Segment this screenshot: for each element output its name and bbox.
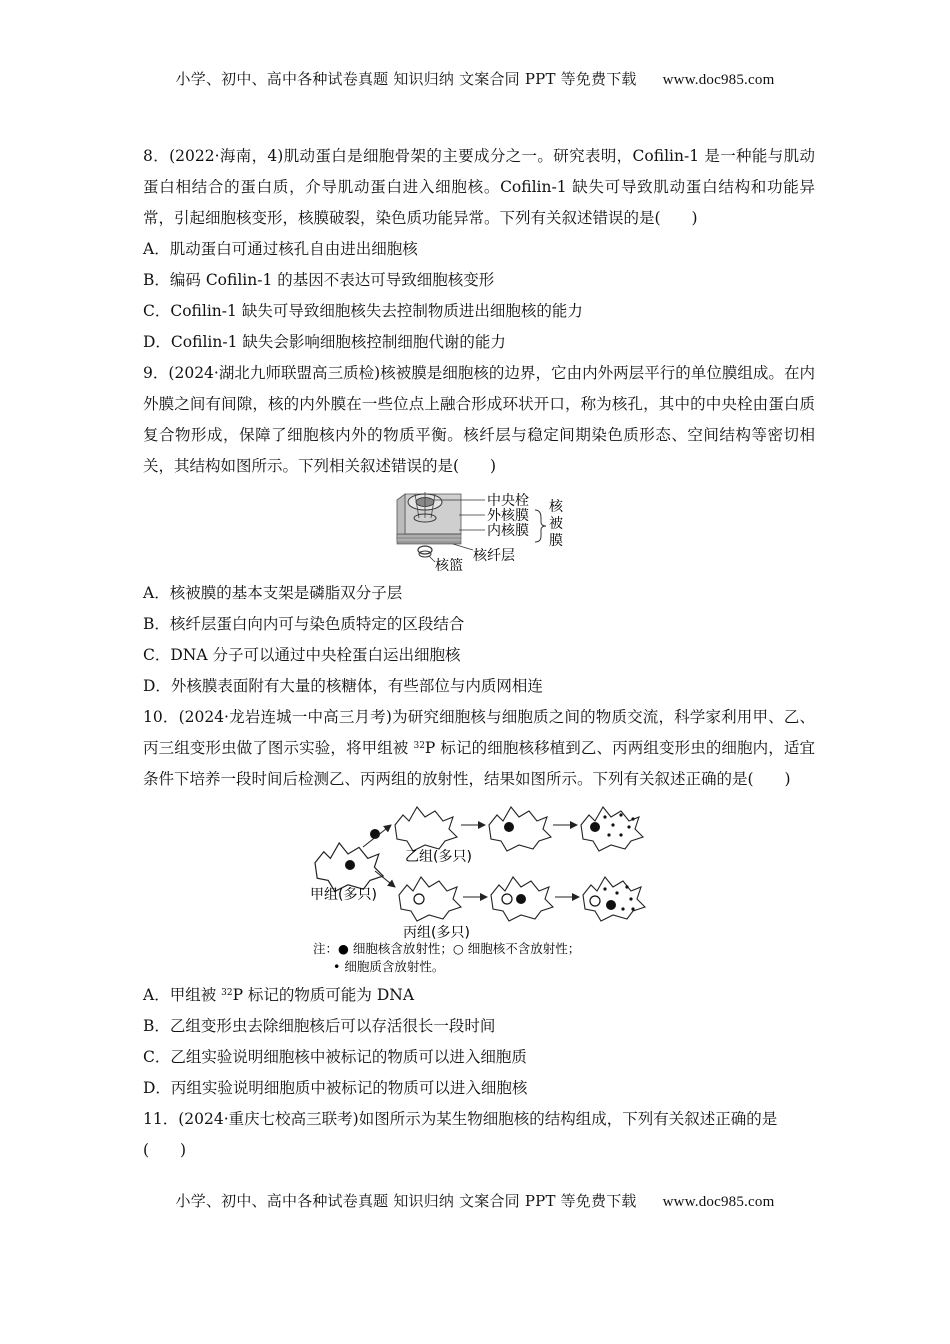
amoeba-experiment-figure bbox=[143, 801, 815, 976]
question-11-stem: 11．(2024·重庆七校高三联考)如图所示为某生物细胞核的结构组成，下列有关叙述正确的是 bbox=[143, 1110, 778, 1128]
amoeba-experiment-diagram bbox=[143, 801, 815, 976]
footer-url[interactable]: www.doc985.com bbox=[662, 1194, 775, 1210]
question-10-option-a-post: P 标记的物质可能为 DNA bbox=[232, 986, 415, 1004]
question-11 bbox=[143, 1104, 815, 1166]
question-9-option-b: B．核纤层蛋白向内可与染色质特定的区段结合 bbox=[143, 615, 465, 633]
brace-label-1: 核 bbox=[549, 499, 563, 515]
label-outer-membrane: 外核膜 bbox=[487, 508, 529, 524]
question-10-option-d: D．丙组实验说明细胞质中被标记的物质可以进入细胞核 bbox=[143, 1079, 528, 1097]
question-8 bbox=[143, 141, 815, 358]
label-group-a: 甲组(多只) bbox=[310, 887, 377, 903]
header-text: 小学、初中、高中各种试卷真题 知识归纳 文案合同 PPT 等免费下载 bbox=[175, 70, 637, 88]
label-nuclear-basket: 核篮 bbox=[435, 558, 463, 574]
isotope-superscript: 32 bbox=[413, 741, 425, 751]
question-10 bbox=[143, 702, 815, 1104]
brace-label-3: 膜 bbox=[549, 533, 563, 549]
question-8-stem: 8．(2022·海南，4)肌动蛋白是细胞骨架的主要成分之一。研究表明，Cofilin-1 是一种能与肌动蛋白相结合的蛋白质，介导肌动蛋白进入细胞核。Cofilin-1 缺失可导致肌动蛋白结构和功能异常，引起细胞核变形，核膜破裂，染色质功能异常。下列有关叙述错误的是( ) bbox=[143, 147, 815, 227]
label-group-c: 丙组(多只) bbox=[403, 925, 470, 941]
page-footer bbox=[0, 1190, 950, 1211]
question-9-option-c: C．DNA 分子可以通过中央栓蛋白运出细胞核 bbox=[143, 646, 461, 664]
question-11-answer-paren: ( ) bbox=[143, 1141, 187, 1159]
header-url[interactable]: www.doc985.com bbox=[662, 72, 775, 88]
label-nuclear-lamina: 核纤层 bbox=[473, 548, 515, 564]
label-inner-membrane: 内核膜 bbox=[487, 523, 529, 539]
page-header bbox=[0, 68, 950, 89]
question-9-option-a: A．核被膜的基本支架是磷脂双分子层 bbox=[143, 584, 403, 602]
question-9-option-d: D．外核膜表面附有大量的核糖体，有些部位与内质网相连 bbox=[143, 677, 543, 695]
label-central-plug: 中央栓 bbox=[487, 493, 529, 509]
figure-note-line-2: • 细胞质含放射性。 bbox=[333, 959, 445, 974]
nuclear-envelope-figure bbox=[143, 488, 815, 574]
brace-label-2: 被 bbox=[549, 516, 563, 532]
footer-text: 小学、初中、高中各种试卷真题 知识归纳 文案合同 PPT 等免费下载 bbox=[175, 1192, 637, 1210]
question-9 bbox=[143, 358, 815, 702]
question-10-option-a-pre: A．甲组被 bbox=[143, 986, 222, 1004]
nuclear-envelope-diagram bbox=[143, 488, 815, 574]
question-8-option-d: D．Cofilin-1 缺失会影响细胞核控制细胞代谢的能力 bbox=[143, 333, 506, 351]
question-10-stem-post: P 标记的细胞核移植到乙、丙两组变形虫的细胞内，适宜条件下培养一段时间后检测乙、丙两组的放射性，结果如图所示。下列有关叙述正确的是( ) bbox=[143, 739, 815, 788]
question-10-stem-pre: 10．(2024·龙岩连城一中高三月考)为研究细胞核与细胞质之间的物质交流，科学家利用甲、乙、丙三组变形虫做了图示实验，将甲组被 bbox=[143, 708, 815, 757]
question-10-option-a bbox=[143, 980, 815, 1011]
question-8-option-b: B．编码 Cofilin-1 的基因不表达可导致细胞核变形 bbox=[143, 271, 495, 289]
question-10-stem bbox=[143, 702, 815, 795]
question-10-option-c: C．乙组实验说明细胞核中被标记的物质可以进入细胞质 bbox=[143, 1048, 527, 1066]
label-group-b: 乙组(多只) bbox=[405, 849, 472, 865]
question-10-option-b: B．乙组变形虫去除细胞核后可以存活很长一段时间 bbox=[143, 1017, 496, 1035]
option-a-superscript: 32 bbox=[221, 988, 233, 998]
question-8-option-c: C．Cofilin-1 缺失可导致细胞核失去控制物质进出细胞核的能力 bbox=[143, 302, 583, 320]
document-body bbox=[143, 141, 815, 1166]
figure-note-line-1: 注：● 细胞核含放射性；○ 细胞核不含放射性； bbox=[313, 941, 581, 956]
question-9-stem: 9．(2024·湖北九师联盟高三质检)核被膜是细胞核的边界，它由内外两层平行的单位膜组成。在内外膜之间有间隙，核的内外膜在一些位点上融合形成环状开口，称为核孔，其中的中央栓由蛋白质复合物形成，保障了细胞核内外的物质平衡。核纤层与稳定间期染色质形态、空间结构等密切相关，其结构如图所示。下列相关叙述错误的是( ) bbox=[143, 364, 815, 475]
question-8-option-a: A．肌动蛋白可通过核孔自由进出细胞核 bbox=[143, 240, 418, 258]
